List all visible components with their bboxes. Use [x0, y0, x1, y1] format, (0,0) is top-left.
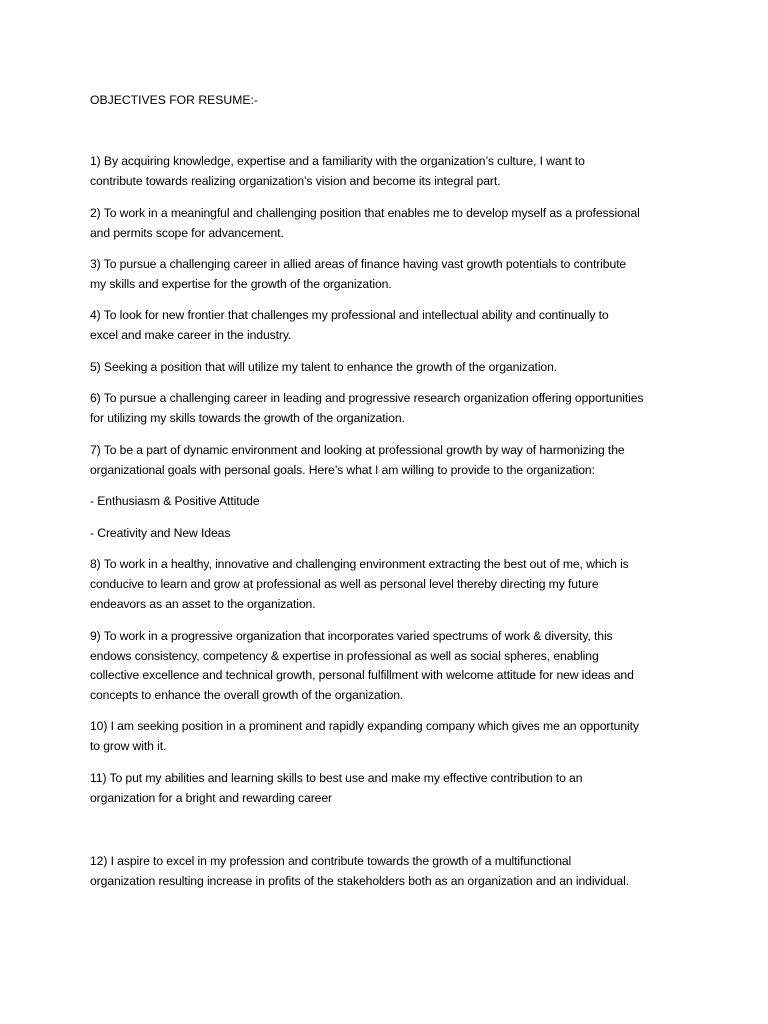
- objective-9-line-4: concepts to enhance the overall growth of the organization.: [90, 688, 404, 702]
- objective-4-line-2: excel and make career in the industry.: [90, 328, 292, 342]
- objective-2-line-1: 2) To work in a meaningful and challenging position that enables me to develop myself as a professional: [90, 206, 640, 220]
- objective-8-line-2: conducive to learn and grow at professional as well as personal level thereby directing my future: [90, 577, 599, 591]
- objective-1-line-2: contribute towards realizing organization’s vision and become its integral part.: [90, 174, 501, 188]
- objective-5-line-1: 5) Seeking a position that will utilize my talent to enhance the growth of the organization.: [90, 360, 558, 374]
- objective-8-line-1: 8) To work in a healthy, innovative and challenging environment extracting the best out of me, which is: [90, 557, 629, 571]
- objective-11-line-2: organization for a bright and rewarding career: [90, 791, 333, 805]
- objective-3-line-2: my skills and expertise for the growth of the organization.: [90, 277, 392, 291]
- bullet-creativity: - Creativity and New Ideas: [90, 526, 231, 540]
- objective-9-line-1: 9) To work in a progressive organization that incorporates varied spectrums of work & diversity, this: [90, 629, 613, 643]
- objective-8-line-3: endeavors as an asset to the organization.: [90, 597, 316, 611]
- objective-12-line-2: organization resulting increase in profits of the stakeholders both as an organization and an individual.: [90, 874, 629, 888]
- objective-4-line-1: 4) To look for new frontier that challenges my professional and intellectual ability and continually to: [90, 308, 609, 322]
- bullet-enthusiasm: - Enthusiasm & Positive Attitude: [90, 494, 260, 508]
- objective-12-line-1: 12) I aspire to excel in my profession and contribute towards the growth of a multifunctional: [90, 854, 572, 868]
- objective-3-line-1: 3) To pursue a challenging career in allied areas of finance having vast growth potentials to contribute: [90, 257, 627, 271]
- objective-9-line-2: endows consistency, competency & expertise in professional as well as social spheres, enabling: [90, 649, 599, 663]
- objective-1-line-1: 1) By acquiring knowledge, expertise and a familiarity with the organization’s culture, I want to: [90, 154, 585, 168]
- objective-2-line-2: and permits scope for advancement.: [90, 226, 284, 240]
- objective-10-line-1: 10) I am seeking position in a prominent and rapidly expanding company which gives me an opportunity: [90, 719, 639, 733]
- document-title: OBJECTIVES FOR RESUME:-: [90, 93, 258, 107]
- objective-6-line-2: for utilizing my skills towards the growth of the organization.: [90, 411, 405, 425]
- objective-7-line-1: 7) To be a part of dynamic environment and looking at professional growth by way of harmonizing the: [90, 443, 625, 457]
- objective-7-line-2: organizational goals with personal goals. Here’s what I am willing to provide to the organization:: [90, 463, 595, 477]
- objective-9-line-3: collective excellence and technical growth, personal fulfillment with welcome attitude for new ideas and: [90, 668, 634, 682]
- objective-10-line-2: to grow with it.: [90, 739, 167, 753]
- objective-6-line-1: 6) To pursue a challenging career in leading and progressive research organization offering opportunities: [90, 391, 644, 405]
- objective-11-line-1: 11) To put my abilities and learning skills to best use and make my effective contribution to an: [90, 771, 583, 785]
